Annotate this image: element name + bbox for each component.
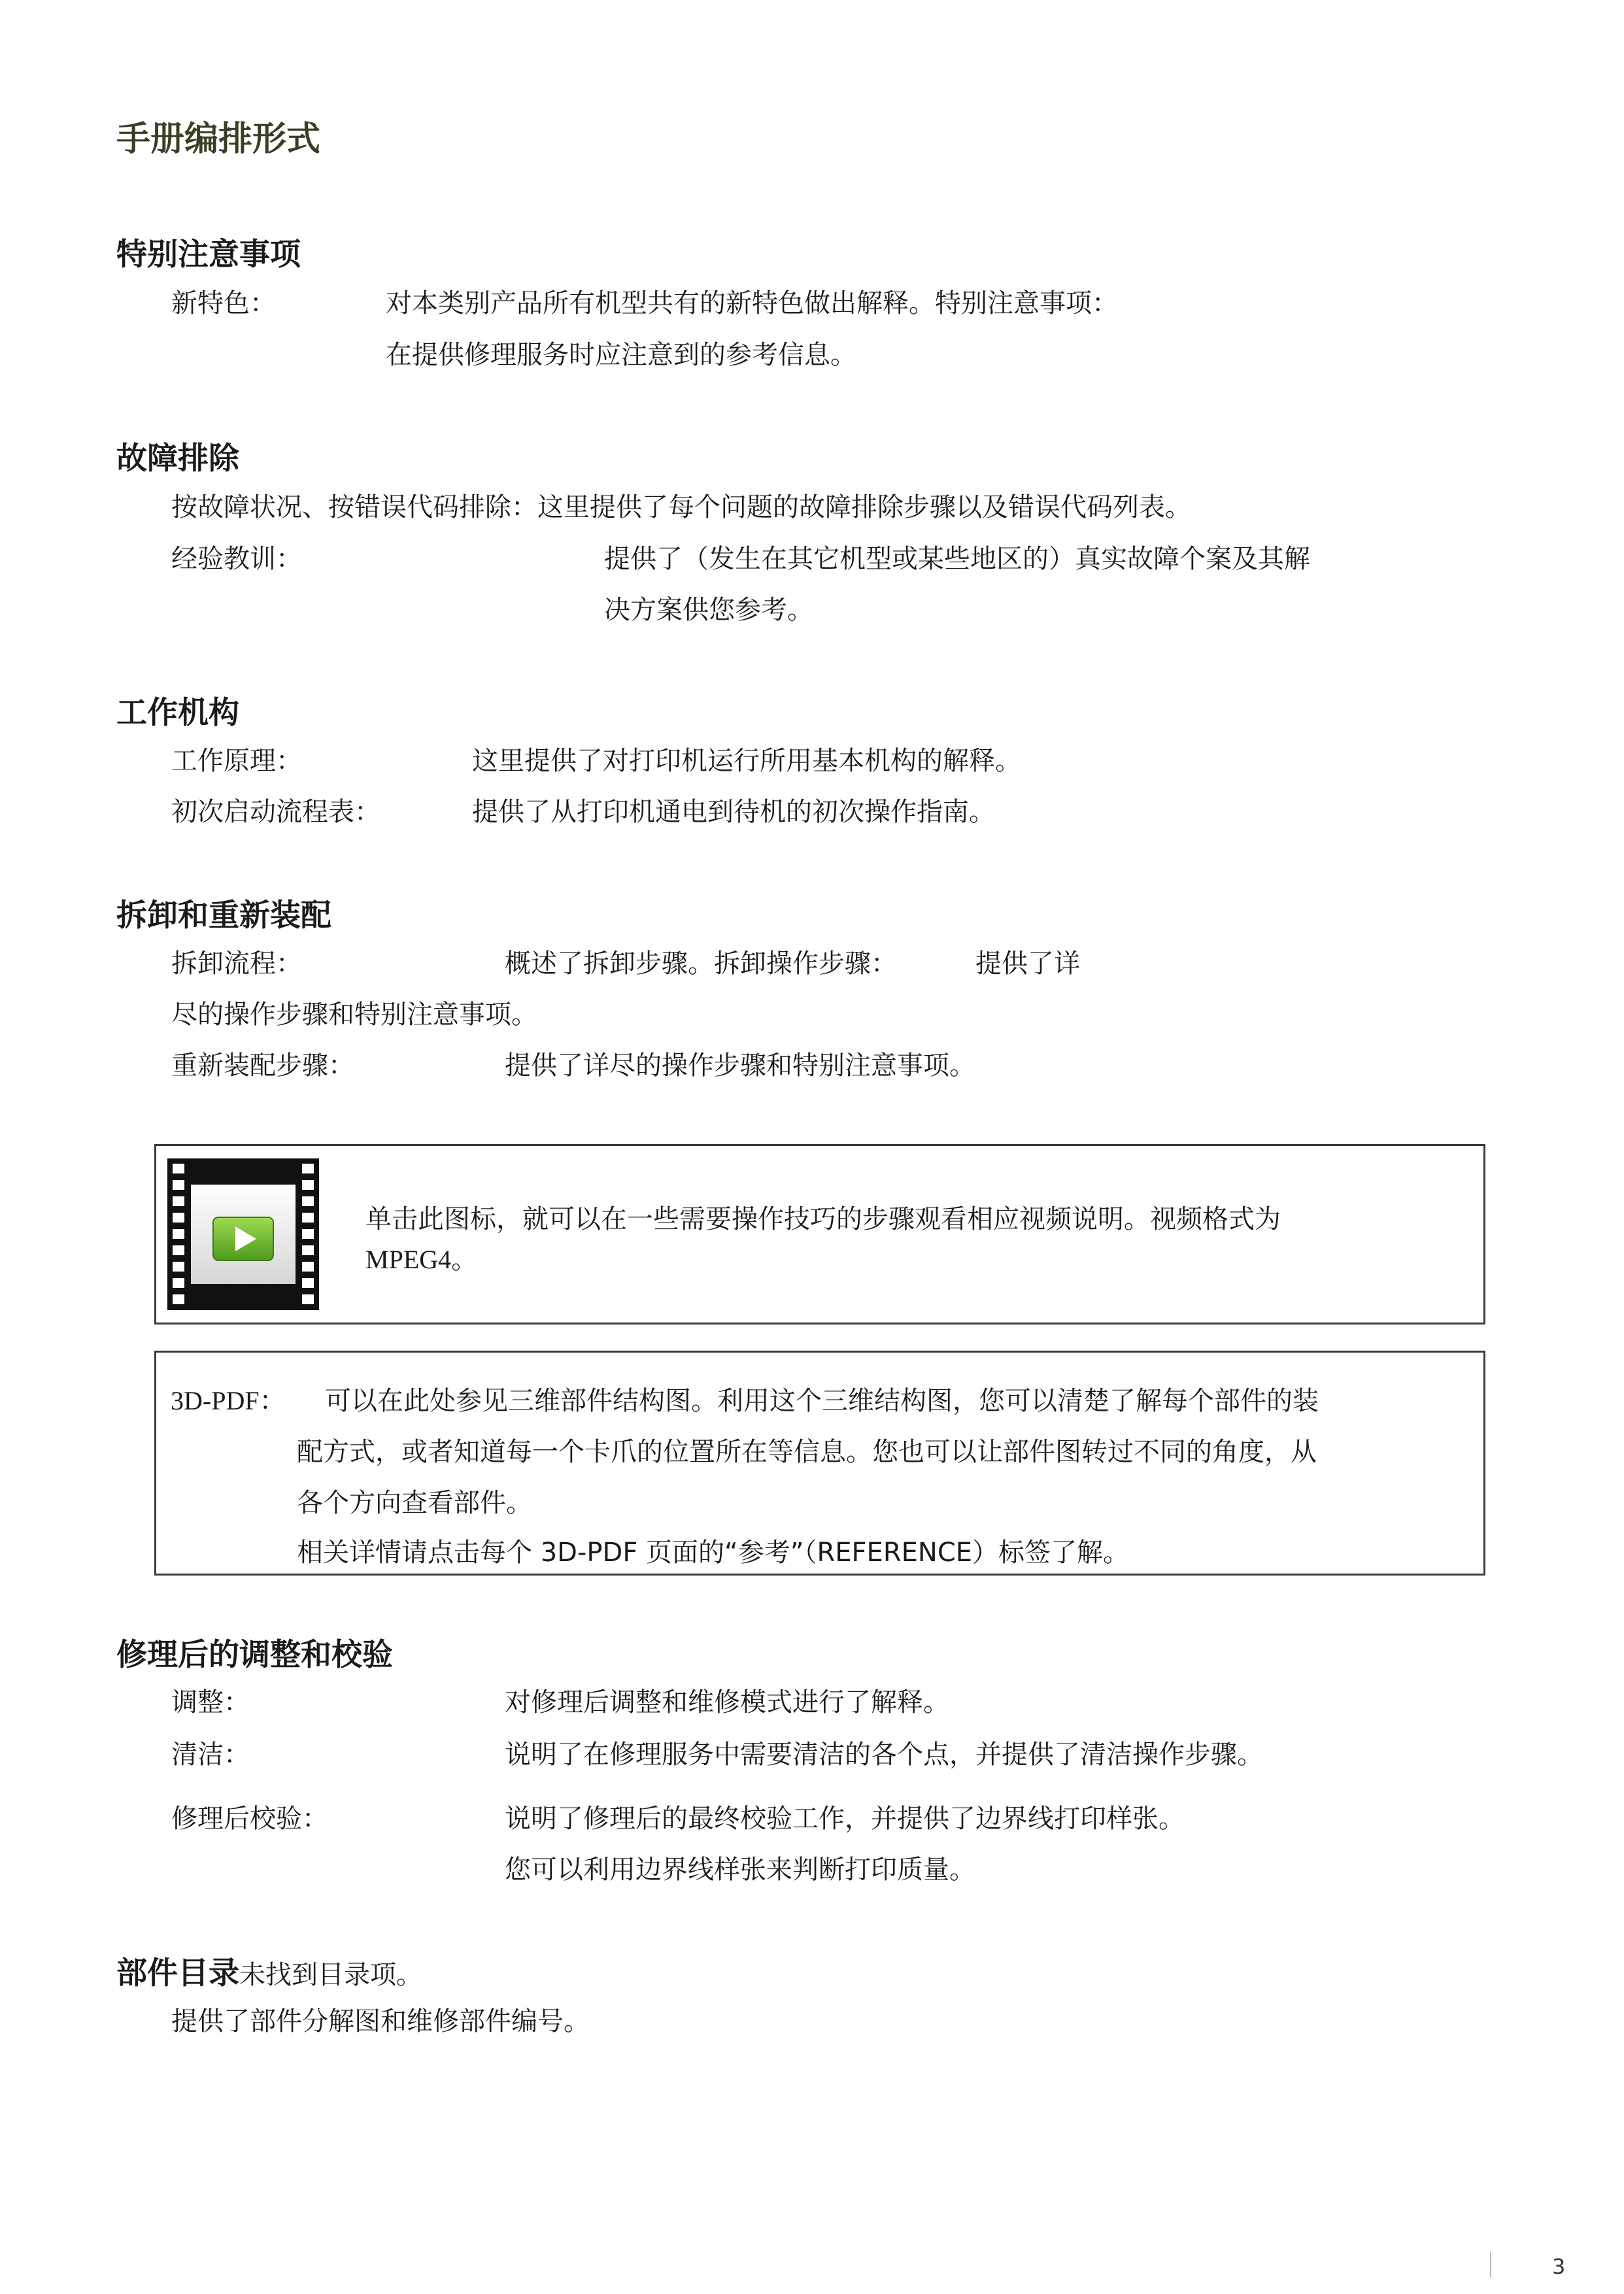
new-features-text-2: 在提供修理服务时应注意到的参考信息。 [386, 340, 856, 370]
video-format-text: MPEG4。 [365, 1245, 478, 1274]
principle-text: 这里提供了对打印机运行所用基本机构的解释。 [472, 746, 1021, 776]
section-heading-mechanism: 工作机构 [116, 695, 239, 731]
disassembly-flow-label: 拆卸流程： [171, 949, 302, 979]
lessons-text: 提供了（发生在其它机型或某些地区的）真实故障个案及其解 [604, 544, 1310, 574]
pdf-info-box [154, 1351, 1485, 1576]
pdf-reference-text: 相关详情请点击每个 3D-PDF 页面的“参考”（REFERENCE）标签了解。 [297, 1538, 1130, 1568]
page-number: 3 [1552, 2254, 1566, 2279]
adjustment-label: 调整： [171, 1687, 250, 1717]
section-heading-troubleshooting: 故障排除 [116, 441, 239, 477]
video-info-box [154, 1144, 1485, 1324]
principle-label: 工作原理： [171, 746, 302, 776]
section-heading-disassembly: 拆卸和重新装配 [116, 898, 331, 934]
pdf-label: 3D-PDF： [171, 1386, 286, 1415]
reassembly-label: 重新装配步骤： [171, 1051, 354, 1081]
post-repair-check-text: 说明了修理后的最终校验工作，并提供了边界线打印样张。 [505, 1804, 1185, 1834]
cleaning-text: 说明了在修理服务中需要清洁的各个点，并提供了清洁操作步骤。 [505, 1740, 1263, 1770]
toc-error-text: 未找到目录项。 [239, 1960, 422, 1990]
parts-catalog-text: 提供了部件分解图和维修部件编号。 [171, 2006, 590, 2036]
film-play-icon[interactable] [167, 1158, 319, 1310]
disassembly-flow-text: 概述了拆卸步骤。拆卸操作步骤： [505, 949, 897, 979]
new-features-label: 新特色： [171, 288, 276, 318]
adjustment-text: 对修理后调整和维修模式进行了解释。 [505, 1687, 949, 1717]
parts-catalog-heading-line [116, 1949, 422, 1993]
troubleshooting-text: 按故障状况、按错误代码排除：这里提供了每个问题的故障排除步骤以及错误代码列表。 [171, 492, 1191, 522]
page-title: 手册编排形式 [116, 120, 321, 159]
section-heading-adjustment: 修理后的调整和校验 [116, 1637, 393, 1673]
pdf-text-2: 配方式，或者知道每一个卡爪的位置所在等信息。您也可以让部件图转过不同的角度，从 [297, 1437, 1317, 1467]
reassembly-text: 提供了详尽的操作步骤和特别注意事项。 [505, 1051, 975, 1081]
section-heading-parts-catalog: 部件目录 [116, 1955, 239, 1991]
disassembly-steps-text: 提供了详 [975, 949, 1080, 979]
startup-flow-label: 初次启动流程表： [171, 797, 381, 827]
new-features-text: 对本类别产品所有机型共有的新特色做出解释。特别注意事项： [386, 288, 1118, 318]
disassembly-steps-text-2: 尽的操作步骤和特别注意事项。 [171, 1000, 537, 1030]
pdf-text: 可以在此处参见三维部件结构图。利用这个三维结构图，您可以清楚了解每个部件的装 [325, 1386, 1319, 1416]
post-repair-check-text-2: 您可以利用边界线样张来判断打印质量。 [505, 1855, 975, 1885]
cleaning-label: 清洁： [171, 1740, 250, 1770]
lessons-text-2: 决方案供您参考。 [604, 595, 813, 625]
page-number-divider [1490, 2252, 1491, 2278]
video-info-text: 单击此图标，就可以在一些需要操作技巧的步骤观看相应视频说明。视频格式为 [365, 1204, 1281, 1234]
section-heading-special-notes: 特别注意事项 [116, 237, 301, 273]
lessons-label: 经验教训： [171, 544, 302, 574]
post-repair-check-label: 修理后校验： [171, 1804, 328, 1834]
pdf-text-3: 各个方向查看部件。 [297, 1488, 532, 1518]
startup-flow-text: 提供了从打印机通电到待机的初次操作指南。 [472, 797, 995, 827]
